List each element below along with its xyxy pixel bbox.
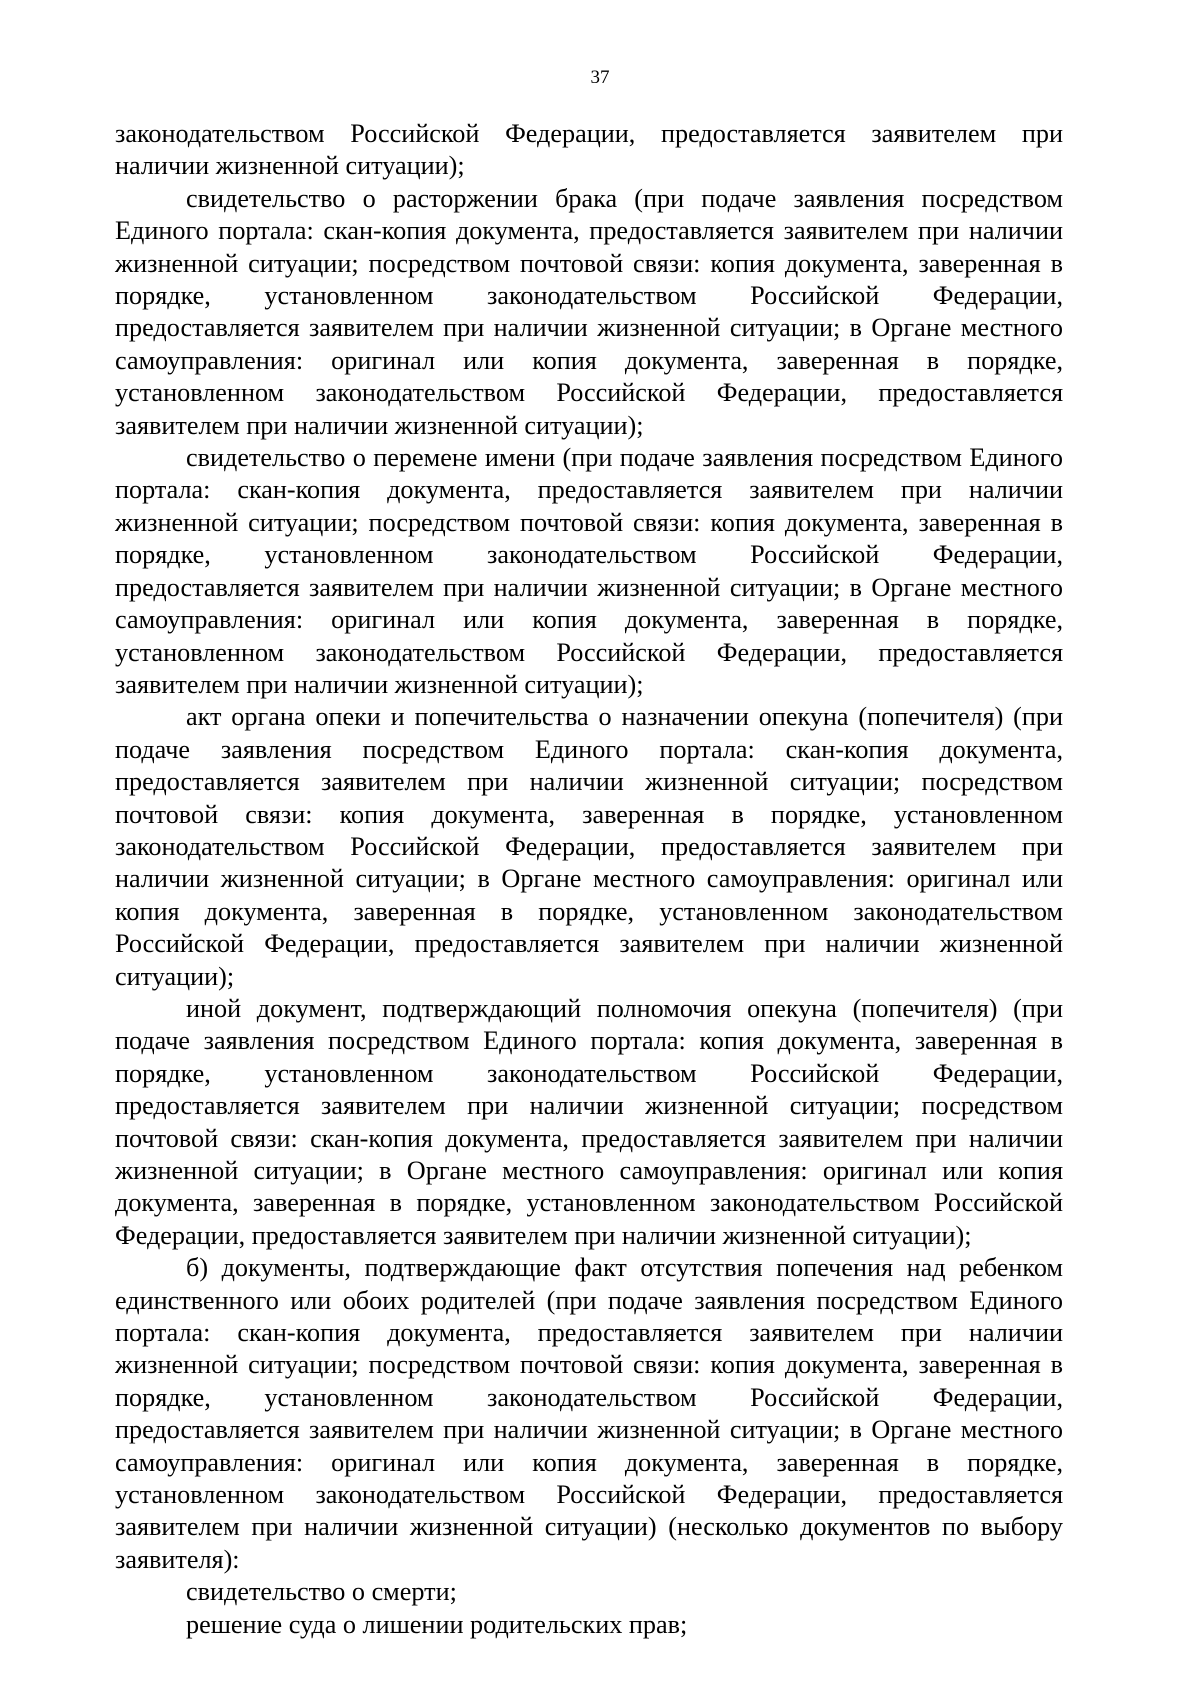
paragraph-other-guardian-document: иной документ, подтверждающий полномочия опекуна (попечителя) (при подаче заявления посредством Единого портала: копия документа, заверенная в порядке, установленном законодательством Российской Федерации, предоставляется заявителем при наличии жизненной ситуации; посредством почтовой связи: скан-копия документа, предоставляется заявителем при наличии жизненной ситуации; в Органе местного самоуправления: оригинал или копия документа, заверенная в порядке, установленном законодательством Российской Федерации, предоставляется заявителем при наличии жизненной ситуации); bbox=[115, 993, 1063, 1250]
paragraph-guardianship-act: акт органа опеки и попечительства о назначении опекуна (попечителя) (при подаче заявления посредством Единого портала: скан-копия документа, предоставляется заявителем при наличии жизненной ситуации; посредством почтовой связи: копия документа, заверенная в порядке, установленном законодательством Российской Федерации, предоставляется заявителем при наличии жизненной ситуации; в Органе местного самоуправления: оригинал или копия документа, заверенная в порядке, установленном законодательством Российской Федерации, предоставляется заявителем при наличии жизненной ситуации); bbox=[115, 702, 1063, 991]
paragraph-name-change-certificate: свидетельство о перемене имени (при подаче заявления посредством Единого портала: скан-копия документа, предоставляется заявителем при наличии жизненной ситуации; посредством почтовой связи: копия документа, заверенная в порядке, установленном законодательством Российской Федерации, предоставляется заявителем при наличии жизненной ситуации; в Органе местного самоуправления: оригинал или копия документа, заверенная в порядке, установленном законодательством Российской Федерации, предоставляется заявителем при наличии жизненной ситуации); bbox=[115, 443, 1063, 699]
paragraph-divorce-certificate: свидетельство о расторжении брака (при подаче заявления посредством Единого портала: скан-копия документа, предоставляется заявителем при наличии жизненной ситуации; посредством почтовой связи: копия документа, заверенная в порядке, установленном законодательством Российской Федерации, предоставляется заявителем при наличии жизненной ситуации; в Органе местного самоуправления: оригинал или копия документа, заверенная в порядке, установленном законодательством Российской Федерации, предоставляется заявителем при наличии жизненной ситуации); bbox=[115, 183, 1063, 440]
page-number: 37 bbox=[590, 67, 610, 88]
paragraph-lack-of-parental-care: б) документы, подтверждающие факт отсутствия попечения над ребенком единственного или обоих родителей (при подаче заявления посредством Единого портала: скан-копия документа, предоставляется заявителем при наличии жизненной ситуации; посредством почтовой связи: копия документа, заверенная в порядке, установленном законодательством Российской Федерации, предоставляется заявителем при наличии жизненной ситуации; в Органе местного самоуправления: оригинал или копия документа, заверенная в порядке, установленном законодательством Российской Федерации, предоставляется заявителем при наличии жизненной ситуации) (несколько документов по выбору заявителя): bbox=[115, 1253, 1063, 1574]
paragraph-death-certificate: свидетельство о смерти; bbox=[186, 1577, 457, 1607]
document-body bbox=[115, 118, 1063, 1641]
paragraph-continuation: законодательством Российской Федерации, предоставляется заявителем при наличии жизненной ситуации); bbox=[115, 119, 1063, 181]
paragraph-court-decision: решение суда о лишении родительских прав; bbox=[186, 1609, 688, 1639]
